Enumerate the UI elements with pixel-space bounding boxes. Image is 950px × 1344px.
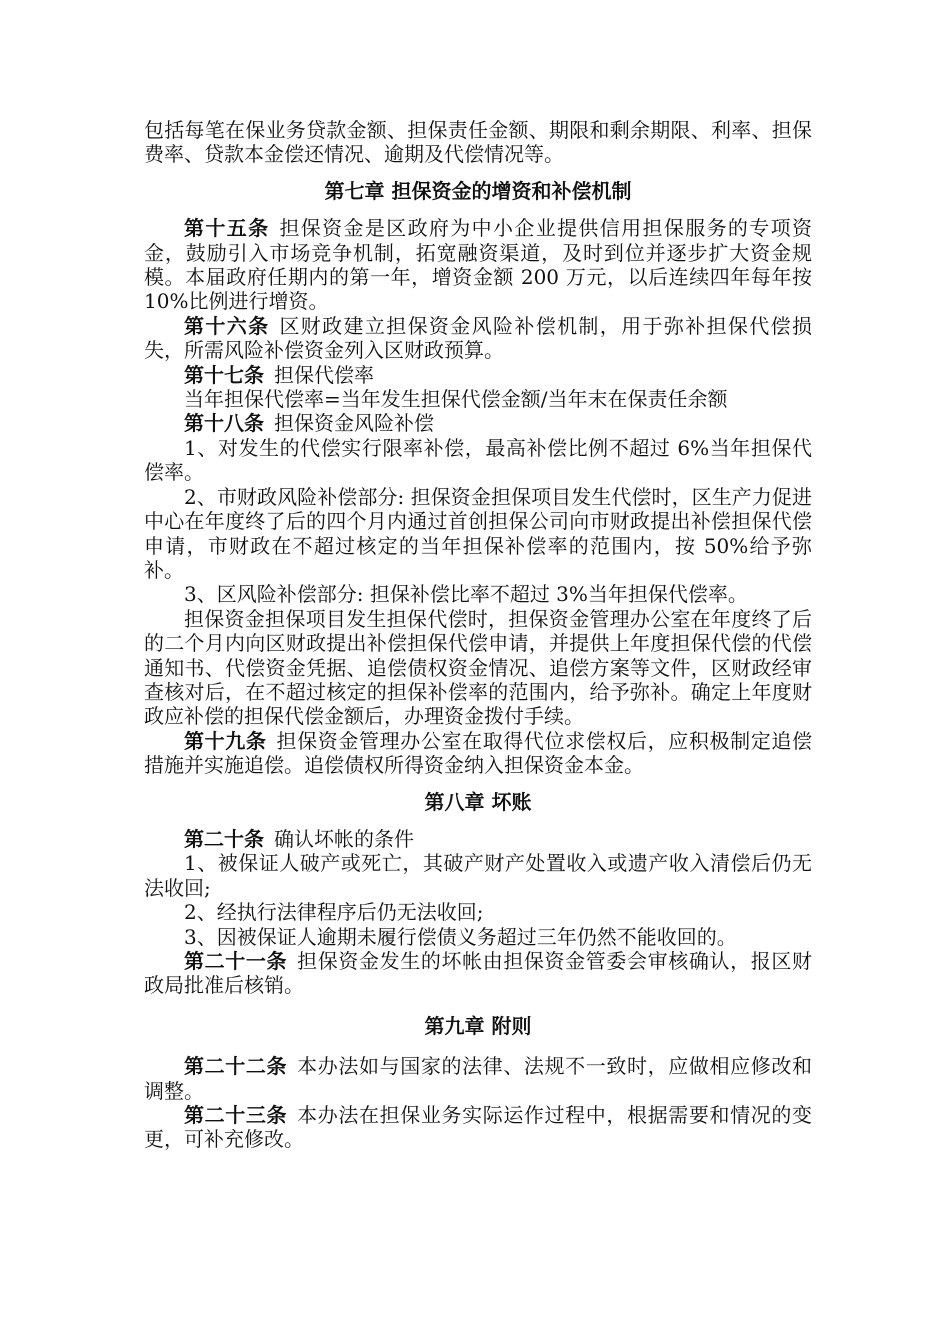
article-19-text: 担保资金管理办公室在取得代位求偿权后，应积极制定追偿措施并实施追偿。追偿债权所得资金纳入担保资金本金。 [144,728,813,778]
article-23-label: 第二十三条 [184,1103,288,1128]
article-17-label: 第十七条 [184,362,264,387]
article-20-label: 第二十条 [184,826,264,851]
article-17 [144,363,812,387]
article-21-label: 第二十一条 [184,949,288,973]
article-18-item-2: 2、市财政风险补偿部分: 担保资金担保项目发生代偿时，区生产力促进中心在年度终了后的四个月内通过首创担保公司向市财政提出补偿担保代偿申请，市财政在不超过核定的当年担保补偿率的范围内，按 50%给予弥补。 [144,484,812,582]
article-15-label: 第十五条 [184,216,270,241]
chapter-8-title: 第八章 坏账 [424,789,532,814]
article-21-text: 担保资金发生的坏帐由担保资金管委会审核确认，报区财政局批准后核销。 [144,949,813,998]
article-20 [144,827,812,851]
article-15-text: 担保资金是区政府为中小企业提供信用担保服务的专项资金，鼓励引入市场竞争机制，拓宽融资渠道，及时到位并逐步扩大资金规模。本届政府任期内的第一年，增资金额 200 万元，以后连续四年每年按 10%比例进行增资。 [144,216,813,314]
article-20-text: 确认坏帐的条件 [274,826,414,851]
chapter-7-title: 第七章 担保资金的增资和补偿机制 [324,178,632,203]
article-23 [144,1103,812,1152]
article-18-paragraph: 担保资金担保项目发生担保代偿时，担保资金管理办公室在年度终了后的二个月内向区财政提出补偿担保代偿申请，并提供上年度担保代偿的代偿通知书、代偿资金凭据、追偿债权资金情况、追偿方案等文件，区财政经审查核对后，在不超过核定的担保补偿率的范围内，给予弥补。确定上年度财政应补偿的担保代偿金额后，办理资金拨付手续。 [144,606,812,729]
article-20-item-2: 2、经执行法律程序后仍无法收回; [184,900,484,925]
article-23-text: 本办法在担保业务实际运作过程中，根据需要和情况的变更，可补充修改。 [144,1103,813,1152]
article-19 [144,729,812,778]
intro-paragraph: 包括每笔在保业务贷款金额、担保责任金额、期限和剩余期限、利率、担保费率、贷款本金偿还情况、逾期及代偿情况等。 [144,118,812,167]
article-22-label: 第二十二条 [184,1054,288,1079]
article-16-text: 区财政建立担保资金风险补偿机制，用于弥补担保代偿损失，所需风险补偿资金列入区财政预算。 [144,313,813,363]
article-17-text: 担保代偿率 [274,362,374,387]
article-18-label: 第十八条 [184,411,264,436]
article-16 [144,314,812,363]
document-page [144,118,812,1152]
article-20-item-3: 3、因被保证人逾期未履行偿债义务超过三年仍然不能收回的。 [184,924,737,949]
article-15 [144,216,812,314]
article-22 [144,1054,812,1103]
article-18 [144,411,812,435]
article-21 [144,949,812,998]
article-16-label: 第十六条 [184,313,270,338]
article-20-item-1: 1、被保证人破产或死亡，其破产财产处置收入或遗产收入清偿后仍无法收回; [144,851,812,900]
article-22-text: 本办法如与国家的法律、法规不一致时，应做相应修改和调整。 [144,1054,813,1103]
article-19-label: 第十九条 [184,728,267,753]
article-17-formula: 当年担保代偿率=当年发生担保代偿金额/当年末在保责任余额 [184,387,728,412]
article-18-text: 担保资金风险补偿 [274,411,434,436]
article-18-item-1: 1、对发生的代偿实行限率补偿，最高补偿比例不超过 6%当年担保代偿率。 [144,435,812,485]
chapter-9-title: 第九章 附则 [424,1013,532,1038]
article-18-item-3: 3、区风险补偿部分: 担保补偿比率不超过 3%当年担保代偿率。 [184,582,748,607]
